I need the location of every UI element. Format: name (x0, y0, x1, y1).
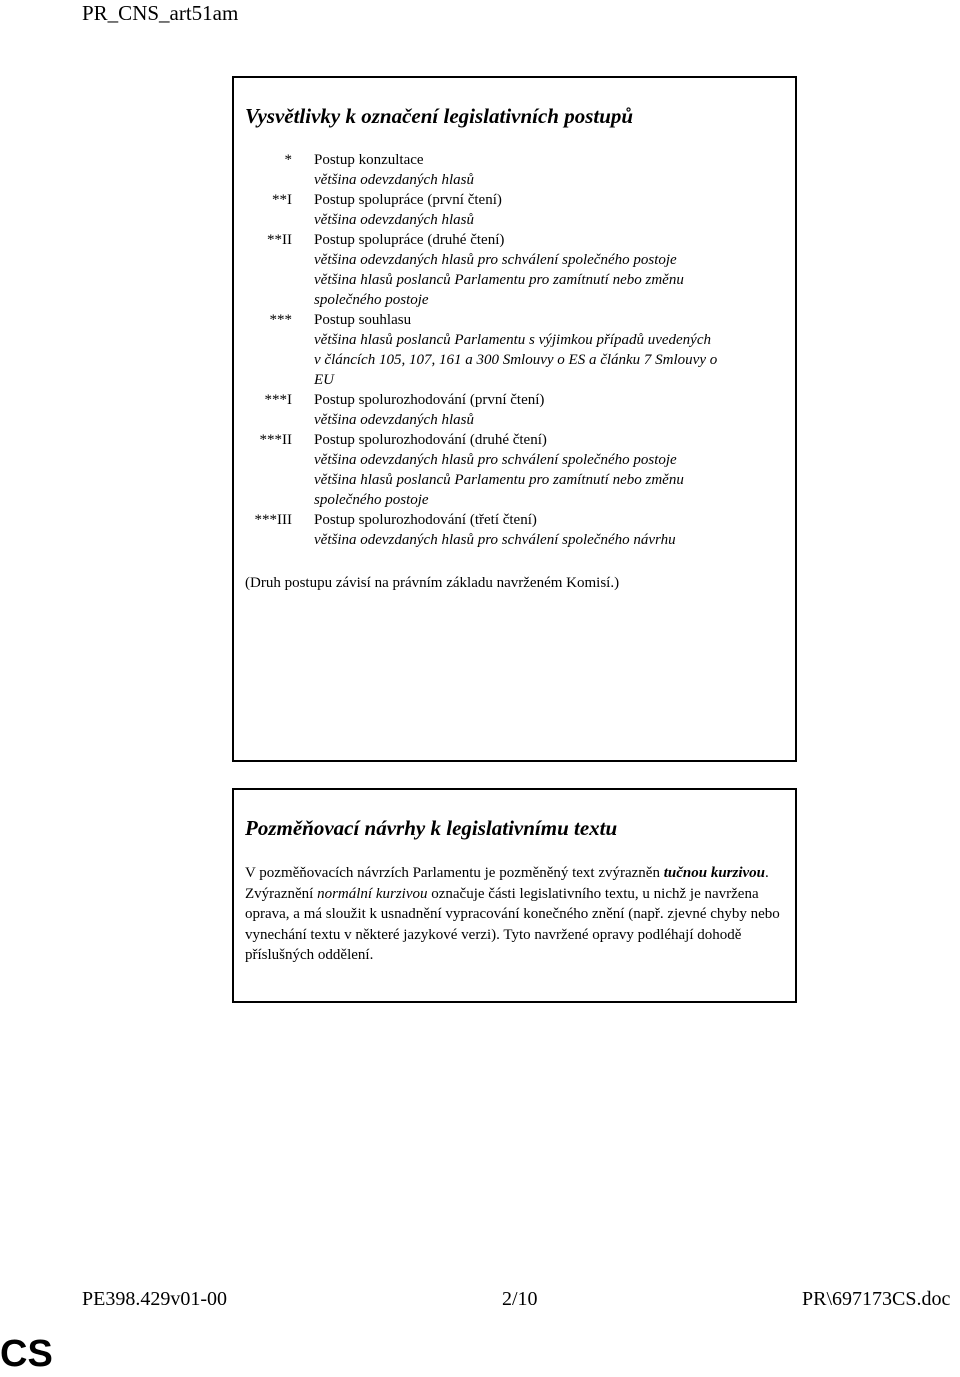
procedure-row (234, 230, 795, 310)
procedure-majority-note: EU (314, 372, 334, 388)
procedure-symbol: *** (269, 312, 292, 328)
procedure-majority-note: společného postoje (314, 292, 429, 308)
legend-note: (Druh postupu závisí na právním základu navrženém Komisí.) (245, 575, 620, 591)
procedure-name: Postup konzultace (314, 152, 424, 168)
procedure-description (314, 150, 784, 190)
procedure-symbol: ***III (254, 512, 292, 528)
procedure-symbol: **II (267, 232, 292, 248)
procedure-name: Postup souhlasu (314, 312, 412, 328)
procedure-description (314, 390, 784, 430)
amendments-text-part1: V pozměňovacích návrzích Parlamentu je pozměněný text zvýrazněn (245, 865, 664, 881)
procedure-name: Postup spolurozhodování (druhé čtení) (314, 432, 547, 448)
procedure-majority-note: většina hlasů poslanců Parlamentu s výjimkou případů uvedených (314, 332, 712, 348)
procedure-description (314, 510, 784, 550)
procedure-legend-box (232, 76, 797, 762)
procedure-majority-note: v článcích 105, 107, 161 a 300 Smlouvy o ES a článku 7 Smlouvy o (314, 352, 718, 368)
procedure-majority-note: společného postoje (314, 492, 429, 508)
procedure-description (314, 310, 784, 390)
procedure-majority-note: většina odevzdaných hlasů pro schválení společného postoje (314, 452, 677, 468)
procedure-name: Postup spolurozhodování (třetí čtení) (314, 512, 537, 528)
footer-page-number: 2/10 (502, 1288, 538, 1310)
procedure-majority-note: většina hlasů poslanců Parlamentu pro zamítnutí nebo změnu (314, 472, 684, 488)
amendments-paragraph (245, 863, 790, 966)
procedure-row (234, 510, 795, 550)
footer-file-name: PR\697173CS.doc (802, 1288, 951, 1310)
procedure-row (234, 150, 795, 190)
footer-reference: PE398.429v01-00 (82, 1288, 227, 1310)
procedure-row (234, 190, 795, 230)
procedure-name: Postup spolupráce (první čtení) (314, 192, 502, 208)
legend-title: Vysvětlivky k označení legislativních postupů (245, 104, 634, 128)
procedure-symbol: ***II (259, 432, 292, 448)
procedure-row (234, 310, 795, 390)
procedure-majority-note: většina odevzdaných hlasů (314, 412, 474, 428)
procedure-description (314, 230, 784, 310)
procedure-row (234, 430, 795, 510)
amendments-box (232, 788, 797, 1003)
procedure-description (314, 190, 784, 230)
procedure-description (314, 430, 784, 510)
language-code: CS (0, 1333, 53, 1375)
amendments-italic: normální kurzivou (317, 885, 428, 902)
procedure-symbol: **I (272, 192, 292, 208)
amendments-title: Pozměňovací návrhy k legislativnímu textu (245, 816, 618, 840)
procedure-majority-note: většina hlasů poslanců Parlamentu pro zamítnutí nebo změnu (314, 272, 684, 288)
procedure-symbol: ***I (264, 392, 292, 408)
document-code: PR_CNS_art51am (82, 1, 239, 25)
procedure-name: Postup spolupráce (druhé čtení) (314, 232, 505, 248)
amendments-text-part2: . Zvýraznění (245, 865, 769, 902)
procedure-symbol: * (284, 152, 292, 168)
procedure-majority-note: většina odevzdaných hlasů pro schválení společného postoje (314, 252, 677, 268)
procedure-majority-note: většina odevzdaných hlasů pro schválení společného návrhu (314, 532, 676, 548)
amendments-bold-italic: tučnou kurzivou (663, 865, 766, 881)
procedure-row (234, 390, 795, 430)
procedure-majority-note: většina odevzdaných hlasů (314, 172, 474, 188)
procedure-name: Postup spolurozhodování (první čtení) (314, 392, 545, 408)
procedure-majority-note: většina odevzdaných hlasů (314, 212, 474, 228)
amendments-text-part3: označuje části legislativního textu, u nichž je navržena oprava, a má sloužit k usnadnění vypracování konečného znění (např. zjevné chyby nebo vynechání textu v některé jazykové verzi). Tyto navržené opravy podléhají dohodě příslušných oddělení. (245, 885, 780, 963)
procedure-table (234, 150, 795, 550)
